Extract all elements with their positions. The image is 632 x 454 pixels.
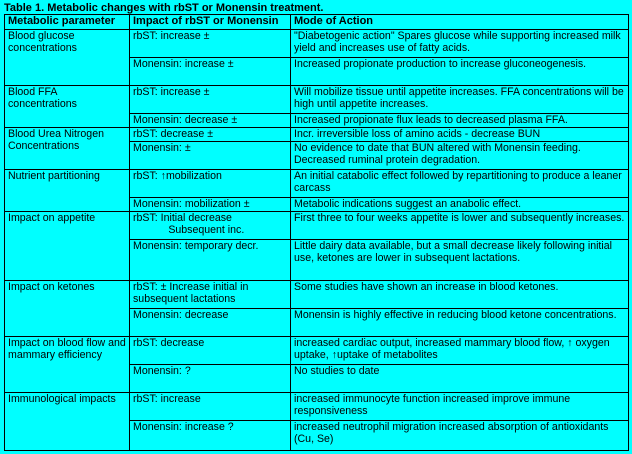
parameter-cell: Impact on ketones xyxy=(5,281,130,337)
table-row xyxy=(5,170,629,198)
mode-cell: Monensin is highly effective in reducing blood ketone concentrations. xyxy=(291,309,629,337)
impact-cell: Monensin: temporary decr. xyxy=(130,240,291,281)
mode-cell: Little dairy data available, but a small decrease likely following initial use, ketones are lower in subsequent lactations. xyxy=(291,240,629,281)
table-row xyxy=(5,128,629,142)
header-metabolic-parameter: Metabolic parameter xyxy=(5,15,130,30)
mode-cell: No studies to date xyxy=(291,365,629,393)
mode-cell: Will mobilize tissue until appetite increases. FFA concentrations will be high until appetite increases. xyxy=(291,86,629,114)
parameter-cell: Blood FFA concentrations xyxy=(5,86,130,128)
header-impact: Impact of rbST or Monensin xyxy=(130,15,291,30)
mode-cell: Increased propionate production to increase gluconeogenesis. xyxy=(291,58,629,86)
impact-cell: Monensin: mobilization ± xyxy=(130,198,291,212)
parameter-cell: Blood glucose concentrations xyxy=(5,30,130,86)
impact-cell: Monensin: decrease ± xyxy=(130,114,291,128)
impact-cell: Monensin: increase ± xyxy=(130,58,291,86)
impact-cell: rbST: increase xyxy=(130,393,291,421)
mode-cell: Increased propionate flux leads to decreased plasma FFA. xyxy=(291,114,629,128)
impact-cell: Monensin: decrease xyxy=(130,309,291,337)
impact-cell: rbST: ↑mobilization xyxy=(130,170,291,198)
mode-cell: An initial catabolic effect followed by repartitioning to produce a leaner carcass xyxy=(291,170,629,198)
table-row xyxy=(5,212,629,240)
table-row xyxy=(5,30,629,58)
table-row xyxy=(5,393,629,421)
impact-cell: rbST: ± Increase initial in subsequent lactations xyxy=(130,281,291,309)
mode-cell: No evidence to date that BUN altered with Monensin feeding. Decreased ruminal protein degradation. xyxy=(291,142,629,170)
impact-cell: Monensin: increase ? xyxy=(130,421,291,451)
impact-cell: rbST: increase ± xyxy=(130,86,291,114)
mode-cell: "Diabetogenic action" Spares glucose while supporting increased milk yield and increases use of fatty acids. xyxy=(291,30,629,58)
parameter-cell: Impact on appetite xyxy=(5,212,130,281)
parameter-cell: Nutrient partitioning xyxy=(5,170,130,212)
parameter-cell: Impact on blood flow and mammary efficiency xyxy=(5,337,130,393)
mode-cell: Incr. irreversible loss of amino acids - decrease BUN xyxy=(291,128,629,142)
impact-cell: rbST: decrease xyxy=(130,337,291,365)
mode-cell: Metabolic indications suggest an anabolic effect. xyxy=(291,198,629,212)
table-header-row xyxy=(5,15,629,30)
impact-cell: Monensin: ± xyxy=(130,142,291,170)
mode-cell: Some studies have shown an increase in blood ketones. xyxy=(291,281,629,309)
parameter-cell: Blood Urea Nitrogen Concentrations xyxy=(5,128,130,170)
metabolic-changes-table xyxy=(4,14,629,451)
table-caption: Table 1. Metabolic changes with rbST or Monensin treatment. xyxy=(4,2,324,14)
table-row xyxy=(5,86,629,114)
header-mode-of-action: Mode of Action xyxy=(291,15,629,30)
table-row xyxy=(5,337,629,365)
impact-cell: rbST: increase ± xyxy=(130,30,291,58)
impact-cell: Monensin: ? xyxy=(130,365,291,393)
impact-cell: rbST: decrease ± xyxy=(130,128,291,142)
table-row xyxy=(5,281,629,309)
parameter-cell: Immunological impacts xyxy=(5,393,130,451)
mode-cell: First three to four weeks appetite is lower and subsequently increases. xyxy=(291,212,629,240)
impact-cell: rbST: Initial decrease Subsequent inc. xyxy=(130,212,291,240)
mode-cell: increased neutrophil migration increased absorption of antioxidants (Cu, Se) xyxy=(291,421,629,451)
mode-cell: increased cardiac output, increased mammary blood flow, ↑ oxygen uptake, ↑uptake of metabolites xyxy=(291,337,629,365)
mode-cell: increased immunocyte function increased improve immune responsiveness xyxy=(291,393,629,421)
